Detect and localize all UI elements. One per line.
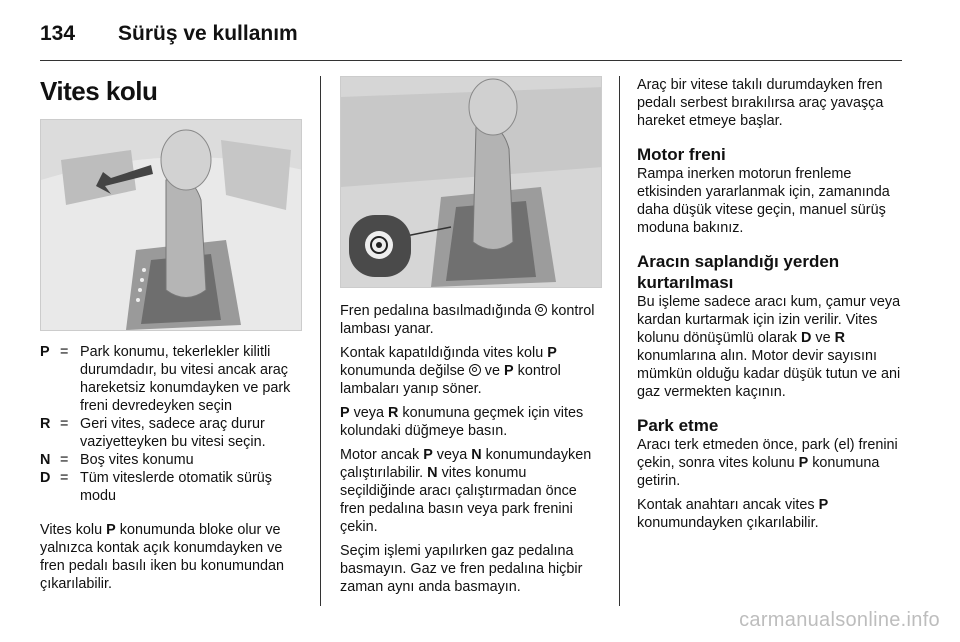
- legend-key: D: [40, 470, 51, 486]
- legend-text: Park konumu, tekerlekler kilitli durumdadır, bu vitesi ancak araç hareketsiz konumdayken ve park freni devredeyken seçin: [80, 344, 291, 414]
- legend-text: Tüm viteslerde otomatik sürüş modu: [80, 470, 272, 504]
- column-2: [340, 76, 604, 596]
- column-divider-2: [619, 76, 620, 606]
- vehicle-rescue-heading: Aracın saplandığı yerden kurtarılması: [637, 252, 840, 292]
- vehicle-rescue-paragraph: Bu işleme sadece aracı kum, çamur veya kardan kurtarmak için izin verilir. Vites kolunu dönüşümlü olarak D ve R konumlarına alın. Motor devir sayısını mümkün olduğu kadar düşük tutun ve ani gaz vermekten kaçının.: [637, 294, 901, 400]
- legend-key: R: [40, 416, 51, 432]
- engine-start-paragraph: Motor ancak P veya N konumundayken çalıştırılabilir. N vites konumu seçildiğinde aracı çalıştırmadan önce fren pedalına basın veya park frenini çekin.: [340, 447, 592, 535]
- legend-row-r: [40, 415, 304, 451]
- section-title: Vites kolu: [40, 76, 158, 106]
- column-divider-1: [320, 76, 321, 606]
- gear-lever-photo: [40, 119, 302, 331]
- engine-brake-heading: Motor freni: [637, 145, 726, 164]
- legend-row-d: [40, 469, 304, 505]
- brake-lamp-paragraph: Fren pedalına basılmadığında kontrol lambası yanar.: [340, 303, 595, 337]
- legend-eq: =: [60, 344, 69, 360]
- brake-warning-icon: [535, 304, 547, 316]
- legend-text: Geri vites, sadece araç durur vaziyetteyken bu vitesi seçin.: [80, 416, 266, 450]
- creep-paragraph: Araç bir vitese takılı durumdayken fren pedalı serbest bırakılırsa araç yavaşça hareket etmeye başlar.: [637, 77, 884, 129]
- legend-key: P: [40, 344, 50, 360]
- column-3: [637, 76, 905, 532]
- ignition-off-paragraph: Kontak kapatıldığında vites kolu P konumunda değilse ve P kontrol lambaları yanıp söner.: [340, 345, 561, 397]
- brake-warning-icon: [469, 364, 481, 376]
- brake-lamp-photo: [340, 76, 602, 288]
- legend-eq: =: [60, 416, 69, 432]
- legend-key: N: [40, 452, 51, 468]
- shift-button-paragraph: P veya R konumuna geçmek için vites kolundaki düğmeye basın.: [340, 405, 584, 439]
- engine-brake-paragraph: Rampa inerken motorun frenleme etkisinden yararlanmak için, zamanında daha düşük vitese geçin, manuel sürüş moduna bakınız.: [637, 166, 890, 236]
- running-title: Sürüş ve kullanım: [118, 22, 298, 45]
- legend-text: Boş vites konumu: [80, 452, 194, 468]
- parking-heading: Park etme: [637, 416, 719, 435]
- header-rule: [40, 60, 902, 61]
- parking-paragraph: Aracı terk etmeden önce, park (el) frenini çekin, sonra vites kolunu P konumuna getirin.: [637, 437, 898, 489]
- legend-row-n: [40, 451, 304, 469]
- legend-row-p: [40, 343, 304, 415]
- legend-eq: =: [60, 470, 69, 486]
- watermark: carmanualsonline.info: [739, 609, 940, 631]
- accelerator-warning-paragraph: Seçim işlemi yapılırken gaz pedalına basmayın. Gaz ve fren pedalına hiçbir zaman aynı anda basmayın.: [340, 543, 583, 595]
- gear-position-legend: [40, 343, 304, 505]
- legend-eq: =: [60, 452, 69, 468]
- key-removal-paragraph: Kontak anahtarı ancak vites P konumundayken çıkarılabilir.: [637, 497, 829, 531]
- column-1: [40, 76, 304, 593]
- lever-lock-paragraph: Vites kolu P konumunda bloke olur ve yalnızca kontak açık konumdayken ve fren pedalı basılı iken bu konumundan çıkarılabilir.: [40, 522, 285, 592]
- page-number: 134: [40, 22, 76, 45]
